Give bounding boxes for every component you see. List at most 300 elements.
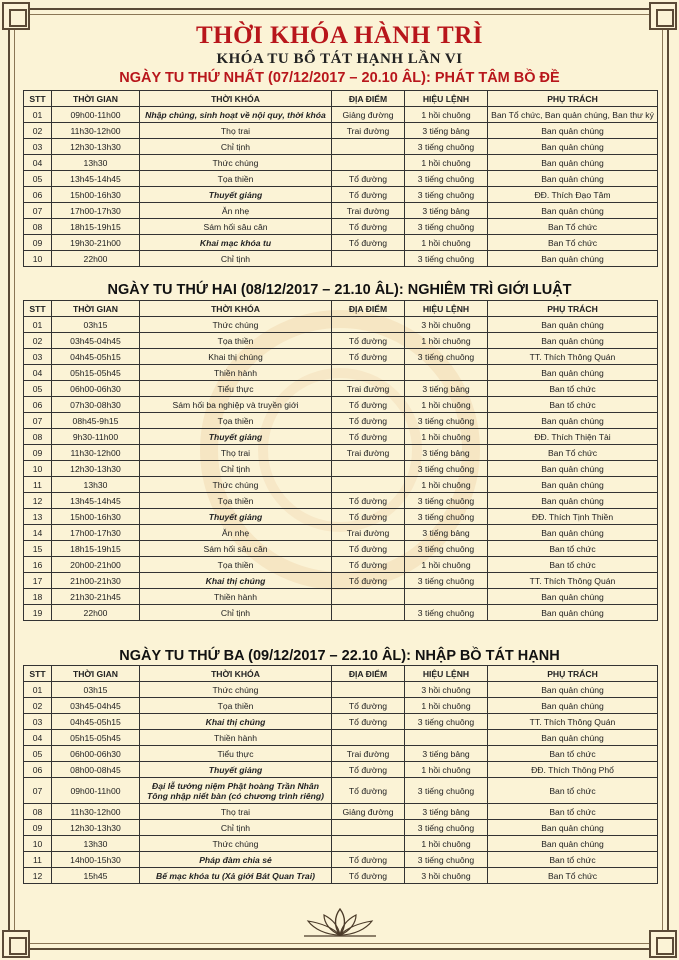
table-row [24, 235, 658, 251]
cell-lead: Ban tổ chức [488, 852, 658, 868]
table-row [24, 429, 658, 445]
cell-activity: Tiểu thực [140, 381, 332, 397]
table-row [24, 730, 658, 746]
cell-stt: 02 [24, 123, 52, 139]
cell-stt: 18 [24, 589, 52, 605]
cell-activity: Thức chúng [140, 682, 332, 698]
cell-signal: 3 tiếng bảng [405, 525, 488, 541]
cell-time: 05h15-05h45 [52, 365, 140, 381]
cell-lead: TT. Thích Thông Quán [488, 349, 658, 365]
cell-lead: Ban quản chúng [488, 155, 658, 171]
cell-lead: Ban quản chúng [488, 682, 658, 698]
cell-stt: 10 [24, 836, 52, 852]
cell-signal: 3 tiếng bảng [405, 123, 488, 139]
cell-time: 15h00-16h30 [52, 509, 140, 525]
cell-lead: Ban quản chúng [488, 730, 658, 746]
cell-time: 9h30-11h00 [52, 429, 140, 445]
cell-stt: 12 [24, 868, 52, 884]
cell-signal: 1 hồi chuông [405, 477, 488, 493]
cell-place: Trai đường [332, 525, 405, 541]
cell-lead: ĐĐ. Thích Thông Phổ [488, 762, 658, 778]
cell-stt: 12 [24, 493, 52, 509]
cell-activity: Khai thị chúng [140, 349, 332, 365]
cell-stt: 03 [24, 349, 52, 365]
cell-place [332, 461, 405, 477]
cell-place [332, 365, 405, 381]
cell-stt: 09 [24, 445, 52, 461]
col-header-lead: PHỤ TRÁCH [488, 666, 658, 682]
cell-activity: Sám hối sâu cân [140, 541, 332, 557]
cell-signal: 3 hồi chuông [405, 682, 488, 698]
cell-place: Tổ đường [332, 698, 405, 714]
cell-signal: 3 tiếng chuông [405, 541, 488, 557]
table-row [24, 698, 658, 714]
cell-place: Trai đường [332, 445, 405, 461]
cell-activity: Tọa thiền [140, 698, 332, 714]
col-header-stt: STT [24, 666, 52, 682]
cell-signal: 3 tiếng chuông [405, 251, 488, 267]
cell-activity: Thức chúng [140, 477, 332, 493]
cell-lead: Ban tổ chức [488, 804, 658, 820]
table-row [24, 762, 658, 778]
cell-lead: Ban tổ chức [488, 778, 658, 804]
cell-signal [405, 365, 488, 381]
cell-stt: 11 [24, 852, 52, 868]
cell-time: 21h00-21h30 [52, 573, 140, 589]
cell-activity: Thuyết giảng [140, 762, 332, 778]
cell-signal: 1 hồi chuông [405, 333, 488, 349]
cell-place: Tổ đường [332, 397, 405, 413]
cell-activity: Thọ trai [140, 123, 332, 139]
table-row [24, 123, 658, 139]
cell-lead: Ban Tổ chức, Ban quản chúng, Ban thư ký [488, 107, 658, 123]
cell-stt: 04 [24, 730, 52, 746]
cell-place: Tổ đường [332, 714, 405, 730]
cell-activity: Tọa thiền [140, 413, 332, 429]
table-row [24, 714, 658, 730]
table-row [24, 461, 658, 477]
cell-place: Tổ đường [332, 413, 405, 429]
cell-stt: 13 [24, 509, 52, 525]
cell-activity: Thức chúng [140, 317, 332, 333]
col-header-activity: THỜI KHÓA [140, 91, 332, 107]
cell-stt: 03 [24, 714, 52, 730]
cell-place: Tổ đường [332, 868, 405, 884]
cell-place [332, 820, 405, 836]
cell-activity: Tọa thiền [140, 333, 332, 349]
cell-time: 13h30 [52, 836, 140, 852]
cell-lead: TT. Thích Thông Quán [488, 714, 658, 730]
cell-activity: Sám hối sâu cân [140, 219, 332, 235]
section-title-day-1: NGÀY TU THỨ NHẤT (07/12/2017 – 20.10 ÂL): PHÁT TÂM BỒ ĐỀ [119, 70, 560, 86]
cell-lead: Ban quản chúng [488, 477, 658, 493]
table-row [24, 509, 658, 525]
col-header-stt: STT [24, 91, 52, 107]
cell-stt: 02 [24, 333, 52, 349]
cell-time: 04h45-05h15 [52, 714, 140, 730]
cell-lead: Ban quản chúng [488, 589, 658, 605]
table-row [24, 820, 658, 836]
cell-stt: 10 [24, 461, 52, 477]
cell-time: 18h15-19h15 [52, 541, 140, 557]
cell-place: Tổ đường [332, 219, 405, 235]
section-title-day-2: NGÀY TU THỨ HAI (08/12/2017 – 21.10 ÂL): NGHIÊM TRÌ GIỚI LUẬT [107, 282, 572, 298]
cell-lead: Ban quản chúng [488, 605, 658, 621]
cell-lead: ĐĐ. Thích Đạo Tâm [488, 187, 658, 203]
cell-stt: 01 [24, 682, 52, 698]
cell-activity: Khai thị chúng [140, 714, 332, 730]
cell-activity: Tọa thiền [140, 171, 332, 187]
cell-activity: Thuyết giảng [140, 187, 332, 203]
cell-lead: Ban quản chúng [488, 525, 658, 541]
cell-stt: 09 [24, 820, 52, 836]
cell-activity: Tọa thiền [140, 493, 332, 509]
table-row [24, 868, 658, 884]
cell-lead: Ban Tổ chức [488, 235, 658, 251]
cell-place: Giảng đường [332, 804, 405, 820]
cell-activity: Thiền hành [140, 589, 332, 605]
table-row [24, 573, 658, 589]
cell-signal: 1 hồi chuông [405, 429, 488, 445]
cell-time: 03h15 [52, 682, 140, 698]
cell-signal: 3 tiếng bảng [405, 381, 488, 397]
cell-lead: Ban quản chúng [488, 251, 658, 267]
cell-time: 12h30-13h30 [52, 461, 140, 477]
cell-signal: 1 hồi chuông [405, 698, 488, 714]
cell-signal: 3 tiếng chuông [405, 509, 488, 525]
table-row [24, 557, 658, 573]
col-header-lead: PHỤ TRÁCH [488, 91, 658, 107]
cell-stt: 05 [24, 171, 52, 187]
col-header-lead: PHỤ TRÁCH [488, 301, 658, 317]
table-row [24, 852, 658, 868]
cell-signal: 3 tiếng chuông [405, 852, 488, 868]
cell-lead: Ban quản chúng [488, 139, 658, 155]
cell-place [332, 730, 405, 746]
cell-signal: 3 tiếng chuông [405, 413, 488, 429]
cell-activity: Thọ trai [140, 804, 332, 820]
cell-activity: Bế mạc khóa tu (Xả giới Bát Quan Trai) [140, 868, 332, 884]
cell-activity: Thọ trai [140, 445, 332, 461]
col-header-place: ĐỊA ĐIỂM [332, 666, 405, 682]
cell-activity: Thiền hành [140, 730, 332, 746]
cell-activity: Ăn nhẹ [140, 525, 332, 541]
cell-time: 11h30-12h00 [52, 123, 140, 139]
cell-lead: Ban quản chúng [488, 820, 658, 836]
table-row [24, 541, 658, 557]
cell-activity: Nhập chúng, sinh hoạt về nội quy, thời khóa [140, 107, 332, 123]
cell-signal: 1 hồi chuông [405, 155, 488, 171]
cell-lead: Ban quản chúng [488, 413, 658, 429]
cell-time: 03h15 [52, 317, 140, 333]
cell-place: Tổ đường [332, 429, 405, 445]
cell-stt: 06 [24, 187, 52, 203]
cell-stt: 07 [24, 203, 52, 219]
cell-place [332, 317, 405, 333]
table-row [24, 445, 658, 461]
cell-time: 09h00-11h00 [52, 107, 140, 123]
table-row [24, 349, 658, 365]
table-row [24, 477, 658, 493]
cell-stt: 06 [24, 397, 52, 413]
cell-place [332, 139, 405, 155]
table-row [24, 381, 658, 397]
cell-stt: 08 [24, 219, 52, 235]
cell-time: 04h45-05h15 [52, 349, 140, 365]
cell-lead: Ban quản chúng [488, 493, 658, 509]
cell-place [332, 605, 405, 621]
corner-ornament [649, 930, 677, 958]
table-row [24, 778, 658, 804]
cell-signal: 1 hồi chuông [405, 762, 488, 778]
cell-lead: Ban quản chúng [488, 698, 658, 714]
col-header-stt: STT [24, 301, 52, 317]
cell-activity: Chỉ tịnh [140, 251, 332, 267]
cell-signal: 3 tiếng bảng [405, 203, 488, 219]
cell-activity: Chỉ tịnh [140, 605, 332, 621]
cell-stt: 07 [24, 413, 52, 429]
cell-lead: Ban quản chúng [488, 365, 658, 381]
cell-signal: 3 tiếng bảng [405, 804, 488, 820]
cell-place [332, 682, 405, 698]
cell-activity: Thuyết giảng [140, 509, 332, 525]
cell-activity: Chỉ tịnh [140, 139, 332, 155]
cell-time: 20h00-21h00 [52, 557, 140, 573]
cell-activity: Khai thị chúng [140, 573, 332, 589]
cell-lead: Ban quản chúng [488, 123, 658, 139]
table-row [24, 203, 658, 219]
col-header-place: ĐỊA ĐIỂM [332, 301, 405, 317]
table-row [24, 155, 658, 171]
cell-signal: 3 tiếng bảng [405, 445, 488, 461]
cell-place [332, 836, 405, 852]
cell-place [332, 589, 405, 605]
cell-activity: Chỉ tịnh [140, 820, 332, 836]
cell-place: Trai đường [332, 381, 405, 397]
cell-place: Tổ đường [332, 557, 405, 573]
page-subtitle: KHÓA TU BỔ TÁT HẠNH LẦN VI [216, 51, 463, 67]
cell-place: Tổ đường [332, 573, 405, 589]
cell-lead: Ban tổ chức [488, 397, 658, 413]
cell-lead: Ban quản chúng [488, 836, 658, 852]
cell-stt: 03 [24, 139, 52, 155]
schedule-table-day-2 [23, 300, 658, 621]
cell-lead: Ban Tổ chức [488, 445, 658, 461]
cell-signal: 3 tiếng chuông [405, 778, 488, 804]
cell-stt: 06 [24, 762, 52, 778]
table-row [24, 589, 658, 605]
cell-lead: Ban Tổ chức [488, 868, 658, 884]
cell-time: 05h15-05h45 [52, 730, 140, 746]
cell-time: 13h30 [52, 155, 140, 171]
cell-time: 17h00-17h30 [52, 203, 140, 219]
cell-place: Trai đường [332, 123, 405, 139]
cell-signal: 3 tiếng chuông [405, 605, 488, 621]
table-row [24, 171, 658, 187]
table-row [24, 317, 658, 333]
cell-activity: Tọa thiền [140, 557, 332, 573]
cell-signal: 1 hồi chuông [405, 397, 488, 413]
table-row [24, 746, 658, 762]
col-header-activity: THỜI KHÓA [140, 666, 332, 682]
cell-time: 09h00-11h00 [52, 778, 140, 804]
cell-signal: 3 tiếng bảng [405, 746, 488, 762]
cell-signal: 3 tiếng chuông [405, 187, 488, 203]
schedule-table-day-1 [23, 90, 658, 267]
cell-signal: 3 tiếng chuông [405, 573, 488, 589]
cell-stt: 05 [24, 381, 52, 397]
cell-signal: 3 tiếng chuông [405, 349, 488, 365]
cell-place [332, 155, 405, 171]
cell-time: 06h00-06h30 [52, 746, 140, 762]
table-row [24, 493, 658, 509]
cell-signal: 3 tiếng chuông [405, 219, 488, 235]
cell-time: 19h30-21h00 [52, 235, 140, 251]
table-row [24, 397, 658, 413]
cell-stt: 10 [24, 251, 52, 267]
cell-time: 15h45 [52, 868, 140, 884]
cell-stt: 16 [24, 557, 52, 573]
table-header-row [24, 666, 658, 682]
cell-time: 07h30-08h30 [52, 397, 140, 413]
cell-place: Tổ đường [332, 493, 405, 509]
cell-time: 12h30-13h30 [52, 820, 140, 836]
cell-lead: Ban quản chúng [488, 171, 658, 187]
table-row [24, 413, 658, 429]
cell-lead: Ban quản chúng [488, 333, 658, 349]
cell-time: 14h00-15h30 [52, 852, 140, 868]
cell-lead: ĐĐ. Thích Thiện Tài [488, 429, 658, 445]
cell-place: Tổ đường [332, 852, 405, 868]
table-row [24, 333, 658, 349]
cell-time: 08h00-08h45 [52, 762, 140, 778]
schedule-table-day-3 [23, 665, 658, 884]
table-row [24, 804, 658, 820]
cell-place: Trai đường [332, 746, 405, 762]
cell-time: 18h15-19h15 [52, 219, 140, 235]
cell-place: Tổ đường [332, 171, 405, 187]
cell-time: 15h00-16h30 [52, 187, 140, 203]
table-header-row [24, 301, 658, 317]
table-row [24, 139, 658, 155]
cell-activity: Tiểu thực [140, 746, 332, 762]
table-row [24, 365, 658, 381]
cell-time: 08h45-9h15 [52, 413, 140, 429]
cell-lead: Ban quản chúng [488, 317, 658, 333]
cell-activity: Thuyết giảng [140, 429, 332, 445]
cell-stt: 15 [24, 541, 52, 557]
cell-signal: 3 hồi chuông [405, 317, 488, 333]
table-row [24, 682, 658, 698]
cell-lead: Ban quản chúng [488, 461, 658, 477]
cell-stt: 19 [24, 605, 52, 621]
cell-time: 17h00-17h30 [52, 525, 140, 541]
corner-ornament [2, 930, 30, 958]
cell-lead: Ban tổ chức [488, 541, 658, 557]
cell-signal: 3 tiếng chuông [405, 820, 488, 836]
cell-place [332, 477, 405, 493]
table-row [24, 525, 658, 541]
cell-signal [405, 589, 488, 605]
cell-activity: Ăn nhẹ [140, 203, 332, 219]
section-title-day-3: NGÀY TU THỨ BA (09/12/2017 – 22.10 ÂL): NHẬP BỒ TÁT HẠNH [119, 648, 560, 664]
cell-place: Tổ đường [332, 541, 405, 557]
cell-stt: 14 [24, 525, 52, 541]
cell-time: 13h45-14h45 [52, 171, 140, 187]
col-header-signal: HIỆU LỆNH [405, 666, 488, 682]
cell-place: Tổ đường [332, 509, 405, 525]
table-row [24, 836, 658, 852]
table-header-row [24, 91, 658, 107]
cell-signal: 3 tiếng chuông [405, 171, 488, 187]
cell-time: 03h45-04h45 [52, 698, 140, 714]
cell-stt: 17 [24, 573, 52, 589]
table-row [24, 187, 658, 203]
cell-stt: 09 [24, 235, 52, 251]
cell-lead: Ban tổ chức [488, 746, 658, 762]
cell-time: 21h30-21h45 [52, 589, 140, 605]
cell-signal: 3 tiếng chuông [405, 493, 488, 509]
cell-stt: 01 [24, 107, 52, 123]
col-header-signal: HIỆU LỆNH [405, 91, 488, 107]
cell-stt: 01 [24, 317, 52, 333]
col-header-time: THỜI GIAN [52, 301, 140, 317]
cell-signal: 1 hồi chuông [405, 235, 488, 251]
cell-lead: Ban tổ chức [488, 557, 658, 573]
col-header-activity: THỜI KHÓA [140, 301, 332, 317]
cell-activity: Sám hối ba nghiệp và truyền giới [140, 397, 332, 413]
cell-time: 13h45-14h45 [52, 493, 140, 509]
cell-place: Tổ đường [332, 349, 405, 365]
cell-time: 22h00 [52, 605, 140, 621]
cell-time: 11h30-12h00 [52, 804, 140, 820]
cell-signal: 3 tiếng chuông [405, 139, 488, 155]
cell-stt: 05 [24, 746, 52, 762]
cell-stt: 08 [24, 429, 52, 445]
col-header-place: ĐỊA ĐIỂM [332, 91, 405, 107]
cell-place: Tổ đường [332, 778, 405, 804]
cell-place [332, 251, 405, 267]
col-header-signal: HIỆU LỆNH [405, 301, 488, 317]
cell-place: Trai đường [332, 203, 405, 219]
cell-activity: Thiền hành [140, 365, 332, 381]
cell-time: 13h30 [52, 477, 140, 493]
cell-time: 22h00 [52, 251, 140, 267]
cell-time: 11h30-12h00 [52, 445, 140, 461]
cell-time: 12h30-13h30 [52, 139, 140, 155]
cell-activity: Khai mạc khóa tu [140, 235, 332, 251]
cell-stt: 02 [24, 698, 52, 714]
cell-place: Tổ đường [332, 187, 405, 203]
cell-stt: 04 [24, 155, 52, 171]
cell-signal [405, 730, 488, 746]
cell-activity: Thức chúng [140, 155, 332, 171]
cell-lead: Ban Tổ chức [488, 219, 658, 235]
col-header-time: THỜI GIAN [52, 91, 140, 107]
cell-time: 03h45-04h45 [52, 333, 140, 349]
cell-lead: ĐĐ. Thích Tịnh Thiền [488, 509, 658, 525]
cell-activity: Đại lễ tưởng niệm Phật hoàng Trần Nhân Tông nhập niết bàn (có chương trình riêng) [140, 778, 332, 804]
cell-signal: 3 tiếng chuông [405, 714, 488, 730]
cell-activity: Thức chúng [140, 836, 332, 852]
page-title: THỜI KHÓA HÀNH TRÌ [195, 22, 484, 49]
cell-place: Giảng đường [332, 107, 405, 123]
table-row [24, 219, 658, 235]
table-row [24, 251, 658, 267]
cell-lead: TT. Thích Thông Quán [488, 573, 658, 589]
cell-stt: 11 [24, 477, 52, 493]
cell-time: 06h00-06h30 [52, 381, 140, 397]
